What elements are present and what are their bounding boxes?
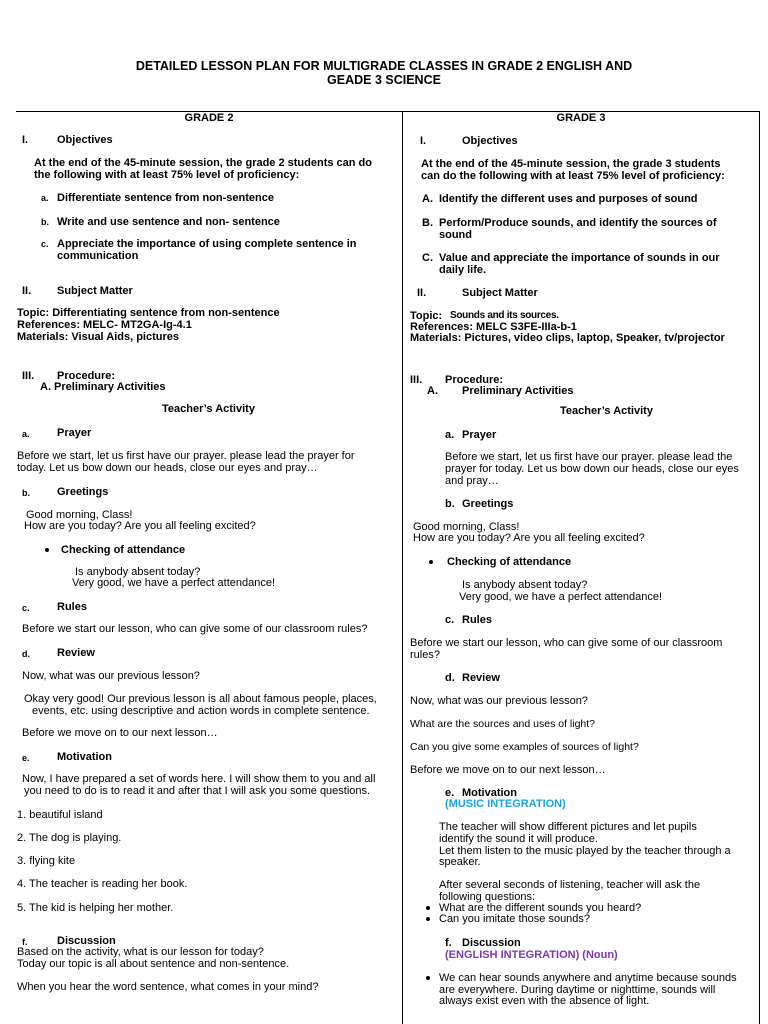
g2-discussion-label: Discussion <box>57 935 116 947</box>
bullet-icon <box>429 560 433 564</box>
g3-objectives-label: Objectives <box>462 135 518 147</box>
g3-rules-label: Rules <box>462 614 492 626</box>
g2-objective-marker: c. <box>41 239 49 249</box>
g2-subject-label: Subject Matter <box>57 285 133 297</box>
g3-objective-item-cont: daily life. <box>439 264 487 276</box>
bullet-icon <box>45 548 49 552</box>
g2-prayer-text-1: Before we start, let us first have our prayer. please lead the prayer for <box>17 450 355 462</box>
g3-objective-marker: B. <box>422 217 433 229</box>
g3-motivation-label: Motivation <box>462 787 517 799</box>
g2-discussion-text-2: Today our topic is all about sentence and non-sentence. <box>17 958 290 970</box>
g3-motivation-text-4: speaker. <box>439 856 481 868</box>
g3-discussion-text-2: are everywhere. During daytime or nighttime, sounds will <box>439 984 716 996</box>
g3-objectives-num: I. <box>420 135 427 147</box>
g3-review-marker: d. <box>445 672 455 684</box>
g2-greetings-marker: b. <box>22 488 30 498</box>
g3-motivation-text-2: identify the sound it will produce. <box>439 833 598 845</box>
g2-attendance-text-1: Is anybody absent today? <box>75 566 201 578</box>
g2-discussion-text-1: Based on the activity, what is our lesson for today? <box>17 946 264 958</box>
bullet-icon <box>426 976 430 980</box>
g2-preliminary: A. Preliminary Activities <box>40 381 166 393</box>
g3-greetings-marker: b. <box>445 498 455 510</box>
document-title-line2: GEADE 3 SCIENCE <box>327 73 441 87</box>
g2-review-text-2: Okay very good! Our previous lesson is all about famous people, places, <box>24 693 377 705</box>
g2-rules-marker: c. <box>22 603 30 613</box>
g3-greetings-label: Greetings <box>462 498 514 510</box>
g2-review-text-3: events, etc. using descriptive and action words in complete sentence. <box>32 705 370 717</box>
g3-objectives-intro-1: At the end of the 45-minute session, the grade 3 students <box>421 158 721 170</box>
bullet-icon <box>426 917 430 921</box>
g3-prayer-text-1: Before we start, let us first have our prayer. please lead the <box>445 451 733 463</box>
g3-objectives-intro-2: can do the following with at least 75% level of proficiency: <box>421 170 725 182</box>
g3-review-text-4: Before we move on to our next lesson… <box>410 764 606 776</box>
g3-topic-value: Sounds and its sources. <box>450 310 559 321</box>
g3-review-label: Review <box>462 672 500 684</box>
list-item: 2. The dog is playing. <box>17 832 122 844</box>
g2-rules-text: Before we start our lesson, who can give some of our classroom rules? <box>22 623 368 635</box>
g3-attendance-text-2: Very good, we have a perfect attendance! <box>459 591 663 603</box>
g3-rules-text-1: Before we start our lesson, who can give some of our classroom <box>410 637 723 649</box>
g2-motivation-text-2: you need to do is to read it and after that I will ask you some questions. <box>24 785 371 797</box>
g3-music-integration: (MUSIC INTEGRATION) <box>445 798 566 810</box>
table-right-border <box>759 111 760 1024</box>
g3-motivation-question: What are the different sounds you heard? <box>439 902 642 914</box>
g3-prayer-marker: a. <box>445 429 455 441</box>
g3-greetings-text-2: How are you today? Are you all feeling excited? <box>413 532 645 544</box>
list-item: 3. flying kite <box>17 855 76 867</box>
g3-review-text-2: What are the sources and uses of light? <box>410 718 596 730</box>
g2-review-label: Review <box>57 647 95 659</box>
g2-materials: Materials: Visual Aids, pictures <box>17 331 180 343</box>
g3-motivation-text-1: The teacher will show different pictures and let pupils <box>439 821 697 833</box>
g2-attendance-text-2: Very good, we have a perfect attendance! <box>72 577 276 589</box>
g2-procedure-label: Procedure: <box>57 370 116 382</box>
g2-review-marker: d. <box>22 649 30 659</box>
g3-prayer-text-3: and pray… <box>445 475 499 487</box>
g2-greetings-text-1: Good morning, Class! <box>26 509 133 521</box>
g3-review-text-3: Can you give some examples of sources of light? <box>410 741 639 753</box>
g3-greetings-text-1: Good morning, Class! <box>413 521 520 533</box>
g2-objective-item: Write and use sentence and non- sentence <box>57 216 280 228</box>
g3-topic-label: Topic: <box>410 310 443 322</box>
g3-preliminary-marker: A. <box>427 385 438 397</box>
g2-attendance-label: Checking of attendance <box>61 544 186 556</box>
list-item: 5. The kid is helping her mother. <box>17 902 174 914</box>
g2-topic: Topic: Differentiating sentence from non-sentence <box>17 307 280 319</box>
g2-discussion-text-3: When you hear the word sentence, what comes in your mind? <box>17 981 319 993</box>
g3-motivation-question: Can you imitate those sounds? <box>439 913 591 925</box>
column-divider <box>402 111 403 1024</box>
g2-motivation-marker: e. <box>22 753 30 763</box>
g2-prayer-text-2: today. Let us bow down our heads, close our eyes and pray… <box>17 462 318 474</box>
grade2-header: GRADE 2 <box>184 112 234 124</box>
g3-objective-marker: C. <box>422 252 433 264</box>
g2-rules-label: Rules <box>57 601 87 613</box>
g3-rules-marker: c. <box>445 614 455 626</box>
g2-procedure-num: III. <box>22 370 35 382</box>
g2-objectives-intro-1: At the end of the 45-minute session, the grade 2 students can do <box>34 157 372 169</box>
list-item: 4. The teacher is reading her book. <box>17 878 188 890</box>
bullet-icon <box>426 906 430 910</box>
g2-subject-num: II. <box>22 285 32 297</box>
grade3-header: GRADE 3 <box>556 112 606 124</box>
g3-discussion-label: Discussion <box>462 937 521 949</box>
g2-teacher-activity: Teacher’s Activity <box>162 403 255 415</box>
g3-motivation-text-3: Let them listen to the music played by the teacher through a <box>439 845 731 857</box>
g2-discussion-marker: f. <box>22 937 28 947</box>
g2-objective-item-cont: communication <box>57 250 139 262</box>
g3-motivation-marker: e. <box>445 787 455 799</box>
g3-subject-num: II. <box>417 287 427 299</box>
g3-prayer-label: Prayer <box>462 429 497 441</box>
g2-prayer-label: Prayer <box>57 427 92 439</box>
list-item: 1. beautiful island <box>17 809 103 821</box>
g3-references: References: MELC S3FE-IIIa-b-1 <box>410 321 577 333</box>
g3-procedure-label: Procedure: <box>445 374 504 386</box>
g3-preliminary: Preliminary Activities <box>462 385 574 397</box>
g3-attendance-label: Checking of attendance <box>447 556 572 568</box>
g2-references: References: MELC- MT2GA-Ig-4.1 <box>17 319 192 331</box>
g3-review-text-1: Now, what was our previous lesson? <box>410 695 588 707</box>
g3-discussion-text-3: always exist even with the absence of light. <box>439 995 650 1007</box>
g3-prayer-text-2: prayer for today. Let us bow down our heads, close our eyes <box>445 463 739 475</box>
g3-objective-item: Identify the different uses and purposes of sound <box>439 193 698 205</box>
document-title-line1: DETAILED LESSON PLAN FOR MULTIGRADE CLASSES IN GRADE 2 ENGLISH AND <box>135 59 633 73</box>
g3-motivation-text-5: After several seconds of listening, teacher will ask the <box>439 879 701 891</box>
g2-objective-marker: b. <box>41 217 49 227</box>
g3-discussion-marker: f. <box>445 937 452 949</box>
g3-objective-marker: A. <box>422 193 433 205</box>
g2-objective-marker: a. <box>41 193 49 203</box>
g3-attendance-text-1: Is anybody absent today? <box>462 579 588 591</box>
g2-review-text-4: Before we move on to our next lesson… <box>22 727 218 739</box>
g3-objective-item-cont: sound <box>439 229 472 241</box>
g2-prayer-marker: a. <box>22 429 30 439</box>
g3-procedure-num: III. <box>410 374 423 386</box>
g3-rules-text-2: rules? <box>410 649 440 661</box>
g3-objective-item: Value and appreciate the importance of sounds in our <box>439 252 720 264</box>
g2-objective-item: Appreciate the importance of using complete sentence in <box>57 238 357 250</box>
g3-teacher-activity: Teacher’s Activity <box>560 405 653 417</box>
g2-greetings-text-2: How are you today? Are you all feeling excited? <box>24 520 256 532</box>
g2-review-text-1: Now, what was our previous lesson? <box>22 670 200 682</box>
g3-subject-label: Subject Matter <box>462 287 538 299</box>
g3-materials: Materials: Pictures, video clips, laptop, Speaker, tv/projector <box>410 332 725 344</box>
g2-objectives-label: Objectives <box>57 134 113 146</box>
g3-english-integration: (ENGLISH INTEGRATION) (Noun) <box>445 949 618 961</box>
g2-objective-item: Differentiate sentence from non-sentence <box>57 192 274 204</box>
g3-motivation-text-6: following questions: <box>439 891 536 903</box>
g2-motivation-text-1: Now, I have prepared a set of words here. I will show them to you and all <box>22 773 376 785</box>
g2-motivation-label: Motivation <box>57 751 112 763</box>
g2-greetings-label: Greetings <box>57 486 109 498</box>
g2-objectives-num: I. <box>22 134 29 146</box>
g3-objective-item: Perform/Produce sounds, and identify the sources of <box>439 217 717 229</box>
g2-objectives-intro-2: the following with at least 75% level of proficiency: <box>34 169 300 181</box>
g3-discussion-text-1: We can hear sounds anywhere and anytime because sounds <box>439 972 737 984</box>
